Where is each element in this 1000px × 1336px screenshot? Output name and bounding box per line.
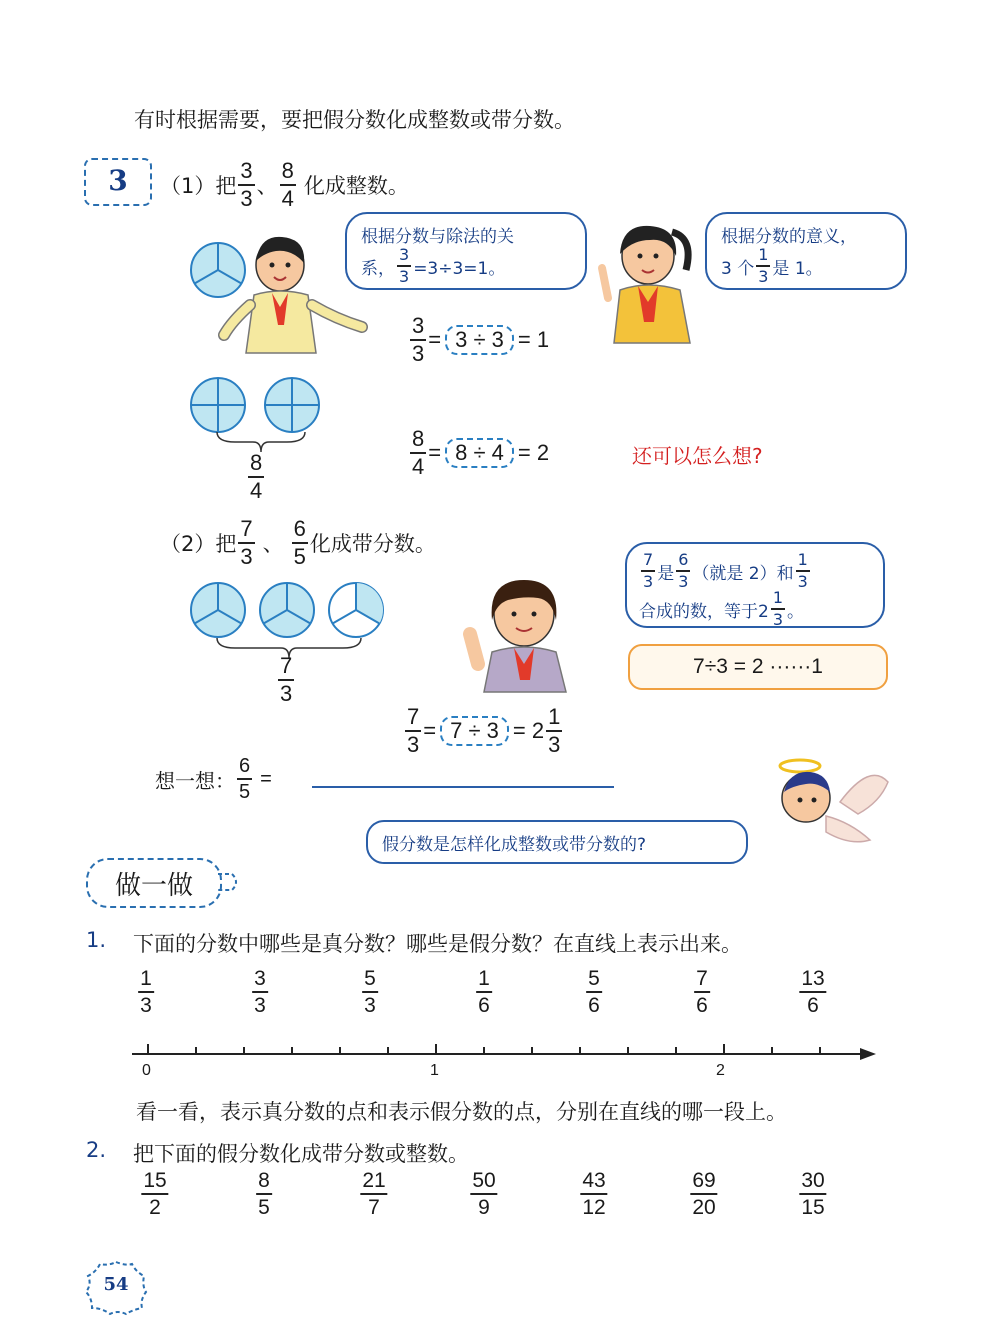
fraction — [141, 1170, 168, 1218]
denominator: 2 — [149, 1196, 161, 1219]
numerator: 5 — [586, 968, 602, 993]
numerator: 1 — [138, 968, 154, 993]
denominator: 3 — [240, 186, 253, 211]
question-number: 2. — [86, 1138, 107, 1162]
equals-sign: = — [428, 327, 442, 352]
girl-illustration — [458, 572, 583, 692]
equals-sign: = — [428, 440, 442, 465]
fraction — [362, 968, 378, 1016]
example-number: 3 — [108, 164, 128, 197]
answer-line — [312, 786, 614, 788]
fraction-list — [0, 968, 1000, 1028]
numerator: 8 — [248, 452, 264, 478]
tag-end-icon — [218, 872, 242, 892]
numerator: 50 — [470, 1170, 497, 1195]
fraction — [238, 518, 254, 568]
numerator: 43 — [580, 1170, 607, 1195]
equation-7-3 — [403, 706, 564, 756]
denominator: 20 — [692, 1196, 716, 1219]
bubble-line: 根据分数的意义， — [721, 227, 857, 247]
think-more-prompt: 还可以怎么想? — [632, 444, 763, 468]
denominator: 6 — [696, 994, 708, 1017]
fraction — [292, 518, 308, 568]
fraction — [138, 968, 154, 1016]
question-text: 下面的分数中哪些是真分数？哪些是假分数？在直线上表示出来。 — [133, 932, 742, 956]
denominator: 6 — [807, 994, 819, 1017]
division-box: 8 ÷ 4 — [445, 438, 514, 468]
numerator: 69 — [690, 1170, 717, 1195]
fraction — [641, 552, 655, 590]
equals-sign: = — [423, 718, 437, 743]
numerator: 3 — [238, 160, 254, 186]
girl-speech-bubble — [705, 212, 907, 290]
denominator: 5 — [239, 781, 251, 803]
fraction — [397, 247, 411, 285]
fraction — [248, 452, 264, 502]
number-line — [130, 1040, 880, 1070]
division-remainder-box: 7÷3 = 2 ······1 — [628, 644, 888, 690]
fraction — [799, 1170, 826, 1218]
result: = 1 — [517, 327, 550, 352]
denominator: 3 — [412, 341, 425, 366]
angel-illustration — [770, 752, 890, 852]
part2-suffix: 化成带分数。 — [309, 532, 436, 556]
question-number: 1. — [86, 928, 107, 952]
numerator: 3 — [252, 968, 268, 993]
bubble-text: 。 — [787, 601, 805, 622]
fraction — [470, 1170, 497, 1218]
denominator: 3 — [678, 572, 689, 591]
circle-quarters-diagram — [188, 375, 338, 435]
part1-heading — [160, 160, 409, 210]
bubble-text: （就是 2）和 — [692, 563, 794, 584]
intro-text: 有时根据需要，要把假分数化成整数或带分数。 — [134, 108, 575, 132]
denominator: 9 — [478, 1196, 490, 1219]
denominator: 3 — [643, 572, 654, 591]
fraction — [252, 968, 268, 1016]
separator: 、 — [256, 174, 278, 198]
denominator: 6 — [588, 994, 600, 1017]
numerator: 7 — [238, 518, 254, 544]
fraction — [771, 590, 785, 628]
denominator: 3 — [772, 610, 784, 629]
numerator: 6 — [676, 552, 690, 572]
result: = 2 — [512, 718, 545, 743]
numerator: 6 — [292, 518, 308, 544]
denominator: 3 — [254, 994, 266, 1017]
numerator: 30 — [799, 1170, 826, 1195]
numerator: 6 — [237, 756, 252, 780]
bubble-text: 是 — [657, 563, 675, 584]
circles-label-8-4 — [246, 452, 266, 502]
denominator: 3 — [364, 994, 376, 1017]
number-line-label: 0 — [142, 1062, 151, 1079]
numerator: 1 — [476, 968, 492, 993]
fraction — [256, 1170, 272, 1218]
fraction — [278, 655, 294, 705]
numerator: 8 — [280, 160, 296, 186]
fraction — [580, 1170, 607, 1218]
numerator: 21 — [360, 1170, 387, 1195]
numerator: 8 — [410, 428, 426, 454]
fraction — [694, 968, 710, 1016]
division-box: 7 ÷ 3 — [440, 716, 509, 746]
numerator: 1 — [796, 552, 810, 572]
denominator: 4 — [412, 454, 425, 479]
separator: 、 — [262, 532, 284, 556]
denominator: 3 — [758, 267, 769, 286]
fraction — [405, 706, 421, 756]
practice-title: 做一做 — [86, 858, 222, 908]
bubble-text: 是 1。 — [772, 258, 823, 279]
numerator: 7 — [694, 968, 710, 993]
denominator: 5 — [293, 544, 306, 569]
fraction — [360, 1170, 387, 1218]
numerator: 7 — [278, 655, 294, 681]
numerator: 1 — [756, 247, 770, 267]
fraction — [476, 968, 492, 1016]
denominator: 3 — [399, 267, 410, 286]
fraction — [756, 247, 770, 285]
example-badge — [84, 158, 152, 206]
bubble-text: 3 个 — [721, 258, 755, 279]
numerator: 5 — [362, 968, 378, 993]
girl-illustration — [598, 218, 708, 343]
part1-suffix: 化成整数。 — [303, 174, 409, 198]
page-number: 54 — [103, 1274, 129, 1295]
bubble-text: 合成的数，等于2 — [639, 601, 769, 622]
numerator: 8 — [256, 1170, 272, 1195]
denominator: 12 — [582, 1196, 606, 1219]
equation-3-3 — [408, 315, 549, 365]
fraction — [690, 1170, 717, 1218]
think-prompt — [155, 756, 272, 802]
bubble-text: 系， — [361, 258, 395, 279]
denominator: 3 — [240, 544, 253, 569]
numerator: 13 — [799, 968, 826, 993]
equation-8-4 — [408, 428, 549, 478]
denominator: 6 — [478, 994, 490, 1017]
fraction — [280, 160, 296, 210]
part1-prefix: （1）把 — [160, 174, 237, 198]
fraction — [546, 706, 562, 756]
number-line-label: 1 — [430, 1062, 439, 1079]
boy-speech-bubble — [345, 212, 587, 290]
bubble-line: 根据分数与除法的关 — [361, 227, 514, 247]
question-text: 把下面的假分数化成带分数或整数。 — [133, 1142, 469, 1166]
circle-thirds-group-diagram — [188, 580, 388, 640]
denominator: 3 — [280, 681, 293, 706]
numerator: 1 — [771, 590, 785, 610]
fraction — [410, 315, 426, 365]
fraction — [676, 552, 690, 590]
fraction — [410, 428, 426, 478]
division-box: 3 ÷ 3 — [445, 325, 514, 355]
fraction-list — [0, 1170, 1000, 1230]
denominator: 7 — [368, 1196, 380, 1219]
denominator: 4 — [281, 186, 294, 211]
part2-heading — [160, 518, 436, 568]
fraction — [586, 968, 602, 1016]
denominator: 3 — [797, 572, 808, 591]
number-line-label: 2 — [716, 1062, 725, 1079]
explanation-speech-bubble — [625, 542, 885, 628]
numerator: 1 — [546, 706, 562, 732]
part2-prefix: （2）把 — [160, 532, 237, 556]
think-label: 想一想： — [155, 768, 235, 793]
denominator: 15 — [801, 1196, 825, 1219]
numerator: 3 — [397, 247, 411, 267]
fraction — [238, 160, 254, 210]
denominator: 3 — [140, 994, 152, 1017]
result: = 2 — [517, 440, 550, 465]
numerator: 7 — [405, 706, 421, 732]
bubble-text: =3÷3=1。 — [413, 258, 506, 279]
numerator: 15 — [141, 1170, 168, 1195]
fraction — [237, 756, 252, 802]
denominator: 3 — [548, 732, 561, 757]
angel-speech-bubble: 假分数是怎样化成整数或带分数的? — [366, 820, 748, 864]
numerator: 7 — [641, 552, 655, 572]
equals-sign: = — [260, 767, 272, 790]
fraction — [799, 968, 826, 1016]
fraction — [796, 552, 810, 590]
look-instruction: 看一看，表示真分数的点和表示假分数的点，分别在直线的哪一段上。 — [136, 1100, 787, 1124]
denominator: 5 — [258, 1196, 270, 1219]
numerator: 3 — [410, 315, 426, 341]
circles-label-7-3 — [276, 655, 296, 705]
denominator: 4 — [250, 478, 263, 503]
denominator: 3 — [407, 732, 420, 757]
